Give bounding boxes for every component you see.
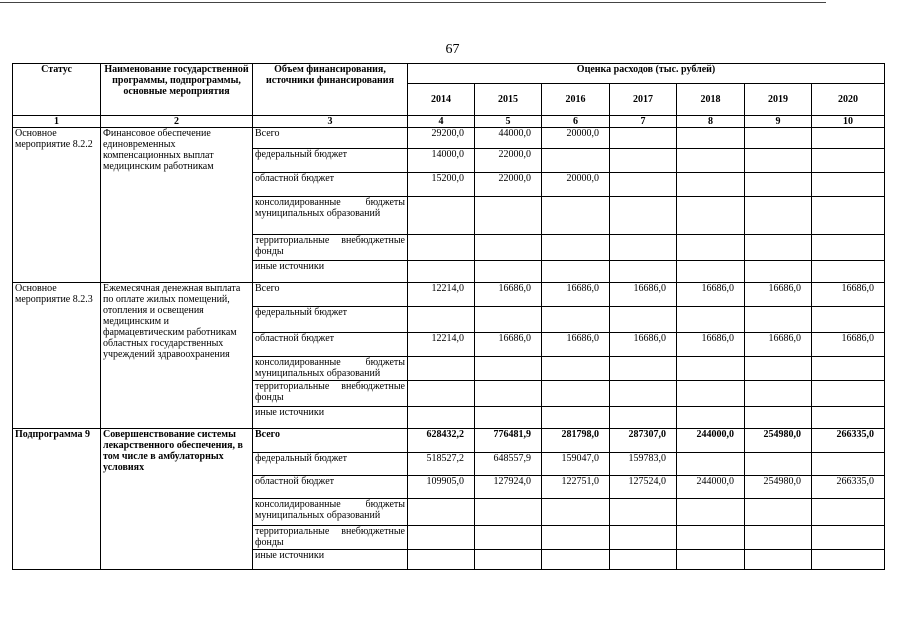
- header-year-2015: 2015: [475, 84, 542, 116]
- value-cell: [475, 235, 542, 261]
- value-cell: [542, 357, 610, 381]
- value-cell: 16686,0: [542, 283, 610, 307]
- value-cell: [542, 381, 610, 407]
- header-year-2018: 2018: [677, 84, 745, 116]
- value-cell: [408, 197, 475, 235]
- funding-source: консолидированные бюджеты муниципальных образований: [253, 357, 408, 381]
- value-cell: [542, 499, 610, 526]
- value-cell: [812, 197, 885, 235]
- value-cell: [745, 407, 812, 429]
- value-cell: [812, 149, 885, 173]
- value-cell: 15200,0: [408, 173, 475, 197]
- value-cell: [542, 407, 610, 429]
- value-cell: [610, 197, 677, 235]
- value-cell: 12214,0: [408, 333, 475, 357]
- value-cell: 22000,0: [475, 149, 542, 173]
- row-name: Финансовое обеспечение единовременных компенсационных выплат медицинским работникам: [101, 128, 253, 283]
- value-cell: [542, 526, 610, 550]
- value-cell: 16686,0: [812, 283, 885, 307]
- funding-source: иные источники: [253, 550, 408, 570]
- value-cell: 159783,0: [610, 453, 677, 476]
- funding-source: иные источники: [253, 407, 408, 429]
- funding-source: территориальные внебюджетные фонды: [253, 235, 408, 261]
- value-cell: [475, 381, 542, 407]
- funding-source: областной бюджет: [253, 476, 408, 499]
- value-cell: [677, 261, 745, 283]
- funding-source: областной бюджет: [253, 173, 408, 197]
- value-cell: [677, 499, 745, 526]
- column-index-9: 9: [745, 116, 812, 128]
- value-cell: [812, 128, 885, 149]
- value-cell: [408, 407, 475, 429]
- table-row: [13, 429, 885, 453]
- funding-source: территориальные внебюджетные фонды: [253, 381, 408, 407]
- value-cell: 16686,0: [475, 283, 542, 307]
- financing-table: [12, 63, 885, 570]
- value-cell: [745, 453, 812, 476]
- header-year-2020: 2020: [812, 84, 885, 116]
- column-index-6: 6: [542, 116, 610, 128]
- value-cell: [475, 261, 542, 283]
- funding-source: Всего: [253, 429, 408, 453]
- value-cell: [408, 235, 475, 261]
- value-cell: 16686,0: [812, 333, 885, 357]
- value-cell: 244000,0: [677, 476, 745, 499]
- value-cell: 266335,0: [812, 476, 885, 499]
- value-cell: [745, 357, 812, 381]
- funding-source: федеральный бюджет: [253, 453, 408, 476]
- funding-source: иные источники: [253, 261, 408, 283]
- row-status: Основное мероприятие 8.2.2: [13, 128, 101, 283]
- value-cell: 16686,0: [542, 333, 610, 357]
- value-cell: 16686,0: [745, 283, 812, 307]
- page-number: 67: [445, 42, 460, 57]
- value-cell: [745, 149, 812, 173]
- header-name: Наименование государственной программы, подпрограммы, основные мероприятия: [101, 64, 253, 116]
- value-cell: [812, 407, 885, 429]
- value-cell: [610, 149, 677, 173]
- value-cell: 14000,0: [408, 149, 475, 173]
- column-index-10: 10: [812, 116, 885, 128]
- value-cell: [812, 173, 885, 197]
- value-cell: [812, 357, 885, 381]
- value-cell: [812, 381, 885, 407]
- funding-source: федеральный бюджет: [253, 307, 408, 333]
- header-year-2017: 2017: [610, 84, 677, 116]
- value-cell: [610, 235, 677, 261]
- value-cell: 287307,0: [610, 429, 677, 453]
- value-cell: [408, 550, 475, 570]
- value-cell: [677, 197, 745, 235]
- value-cell: [677, 307, 745, 333]
- column-index-1: 1: [13, 116, 101, 128]
- value-cell: [542, 307, 610, 333]
- value-cell: [677, 526, 745, 550]
- table-row: [13, 128, 885, 149]
- value-cell: [745, 261, 812, 283]
- column-index-3: 3: [253, 116, 408, 128]
- value-cell: 127524,0: [610, 476, 677, 499]
- column-index-5: 5: [475, 116, 542, 128]
- value-cell: [677, 453, 745, 476]
- value-cell: [677, 173, 745, 197]
- value-cell: [745, 307, 812, 333]
- value-cell: 776481,9: [475, 429, 542, 453]
- value-cell: [610, 550, 677, 570]
- value-cell: 44000,0: [475, 128, 542, 149]
- value-cell: [745, 499, 812, 526]
- header-estimate: Оценка расходов (тыс. рублей): [408, 64, 885, 84]
- value-cell: 16686,0: [677, 283, 745, 307]
- value-cell: 159047,0: [542, 453, 610, 476]
- value-cell: [408, 381, 475, 407]
- value-cell: [542, 550, 610, 570]
- value-cell: [610, 526, 677, 550]
- value-cell: [610, 261, 677, 283]
- value-cell: [408, 357, 475, 381]
- value-cell: [745, 381, 812, 407]
- table-row: [13, 283, 885, 307]
- value-cell: [610, 499, 677, 526]
- value-cell: 127924,0: [475, 476, 542, 499]
- value-cell: 20000,0: [542, 128, 610, 149]
- value-cell: [542, 197, 610, 235]
- value-cell: 254980,0: [745, 429, 812, 453]
- value-cell: 281798,0: [542, 429, 610, 453]
- value-cell: [745, 550, 812, 570]
- row-status: Подпрограмма 9: [13, 429, 101, 570]
- header-status: Статус: [13, 64, 101, 116]
- value-cell: [677, 357, 745, 381]
- value-cell: [812, 550, 885, 570]
- header-volume: Объем финансирования, источники финансирования: [253, 64, 408, 116]
- header-year-2016: 2016: [542, 84, 610, 116]
- value-cell: [745, 526, 812, 550]
- funding-source: Всего: [253, 283, 408, 307]
- value-cell: [745, 197, 812, 235]
- value-cell: [677, 407, 745, 429]
- row-status: Основное мероприятие 8.2.3: [13, 283, 101, 429]
- value-cell: [610, 128, 677, 149]
- value-cell: [610, 307, 677, 333]
- funding-source: консолидированные бюджеты муниципальных образований: [253, 499, 408, 526]
- value-cell: 244000,0: [677, 429, 745, 453]
- value-cell: 22000,0: [475, 173, 542, 197]
- value-cell: 29200,0: [408, 128, 475, 149]
- value-cell: [677, 235, 745, 261]
- funding-source: областной бюджет: [253, 333, 408, 357]
- funding-source: территориальные внебюджетные фонды: [253, 526, 408, 550]
- value-cell: 16686,0: [610, 333, 677, 357]
- value-cell: [610, 407, 677, 429]
- value-cell: [475, 550, 542, 570]
- value-cell: [677, 550, 745, 570]
- value-cell: 266335,0: [812, 429, 885, 453]
- value-cell: [475, 526, 542, 550]
- column-index-2: 2: [101, 116, 253, 128]
- column-index-7: 7: [610, 116, 677, 128]
- value-cell: 12214,0: [408, 283, 475, 307]
- value-cell: [408, 499, 475, 526]
- value-cell: 16686,0: [610, 283, 677, 307]
- value-cell: 518527,2: [408, 453, 475, 476]
- value-cell: [610, 381, 677, 407]
- value-cell: [812, 307, 885, 333]
- value-cell: 122751,0: [542, 476, 610, 499]
- value-cell: [408, 307, 475, 333]
- row-name: Совершенствование системы лекарственного обеспечения, в том числе в амбулаторных условиях: [101, 429, 253, 570]
- row-name: Ежемесячная денежная выплата по оплате жилых помещений, отопления и освещения медицинским и фармацевтическим работникам областных государственных учреждений здравоохранения: [101, 283, 253, 429]
- value-cell: [542, 149, 610, 173]
- value-cell: [745, 173, 812, 197]
- value-cell: [408, 261, 475, 283]
- column-index-4: 4: [408, 116, 475, 128]
- value-cell: 20000,0: [542, 173, 610, 197]
- value-cell: [812, 453, 885, 476]
- funding-source: Всего: [253, 128, 408, 149]
- value-cell: [475, 197, 542, 235]
- value-cell: [745, 128, 812, 149]
- value-cell: [610, 173, 677, 197]
- value-cell: 109905,0: [408, 476, 475, 499]
- value-cell: [677, 149, 745, 173]
- value-cell: [812, 235, 885, 261]
- value-cell: 16686,0: [475, 333, 542, 357]
- value-cell: [677, 128, 745, 149]
- value-cell: [475, 307, 542, 333]
- value-cell: 16686,0: [677, 333, 745, 357]
- value-cell: [475, 357, 542, 381]
- value-cell: 628432,2: [408, 429, 475, 453]
- value-cell: 648557,9: [475, 453, 542, 476]
- value-cell: [542, 261, 610, 283]
- value-cell: [542, 235, 610, 261]
- funding-source: консолидированные бюджеты муниципальных образований: [253, 197, 408, 235]
- value-cell: [677, 381, 745, 407]
- value-cell: [475, 499, 542, 526]
- value-cell: [745, 235, 812, 261]
- value-cell: [812, 499, 885, 526]
- funding-source: федеральный бюджет: [253, 149, 408, 173]
- top-rule: [0, 2, 826, 3]
- value-cell: [610, 357, 677, 381]
- header-year-2019: 2019: [745, 84, 812, 116]
- header-year-2014: 2014: [408, 84, 475, 116]
- value-cell: [475, 407, 542, 429]
- value-cell: 254980,0: [745, 476, 812, 499]
- column-index-8: 8: [677, 116, 745, 128]
- value-cell: [812, 261, 885, 283]
- value-cell: [812, 526, 885, 550]
- value-cell: 16686,0: [745, 333, 812, 357]
- value-cell: [408, 526, 475, 550]
